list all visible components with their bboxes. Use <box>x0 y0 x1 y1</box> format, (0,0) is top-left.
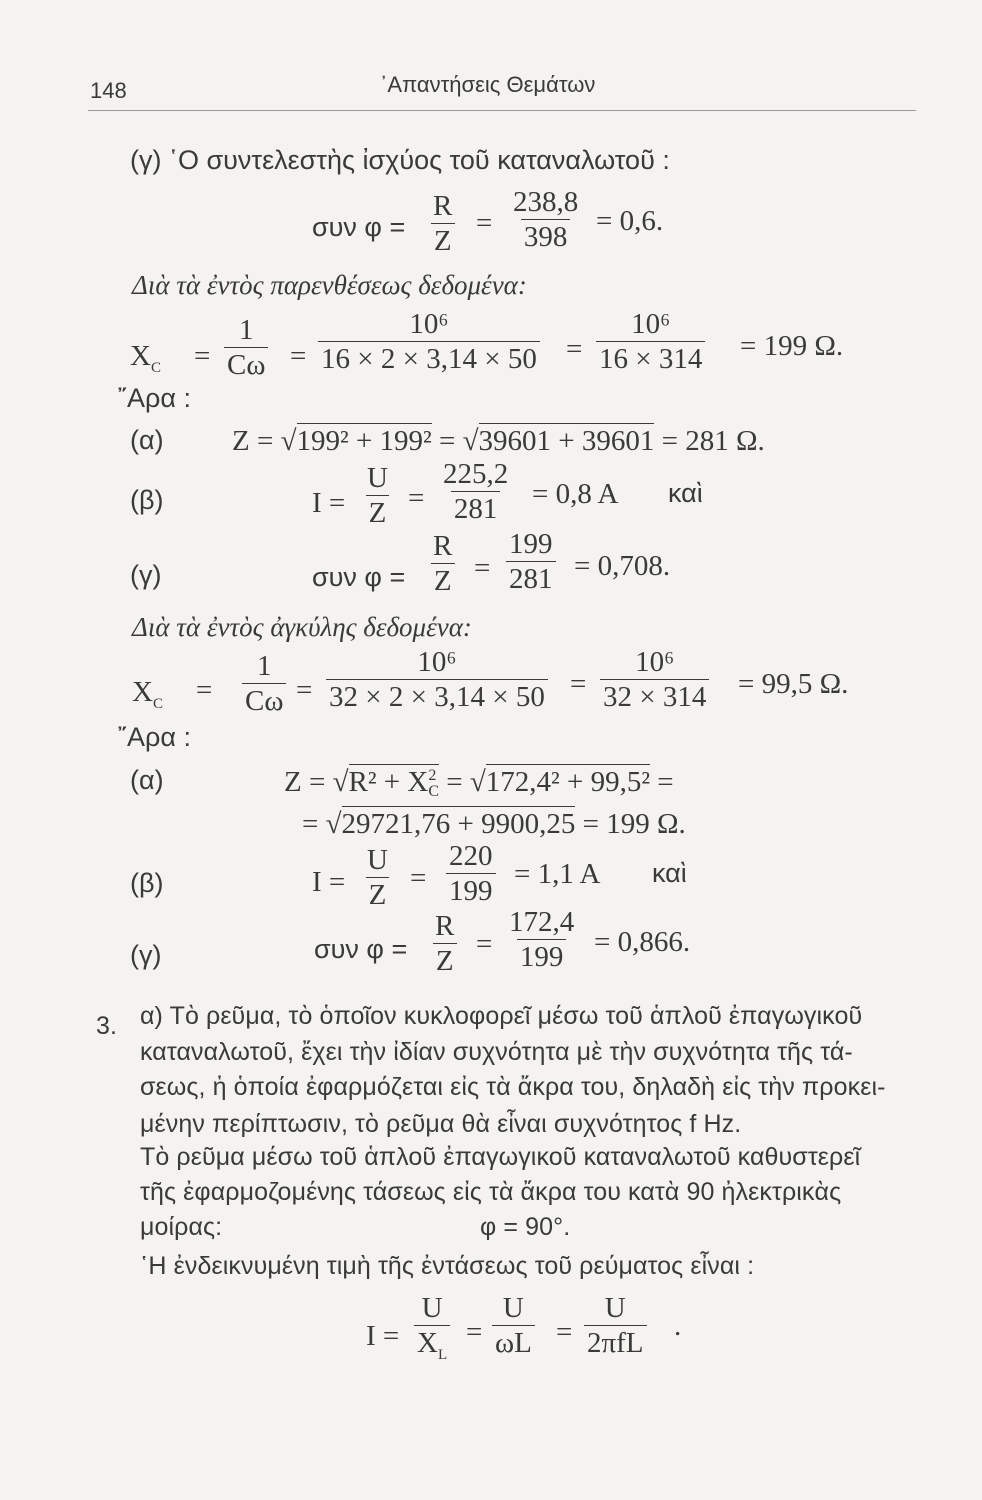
equals-sign: = <box>194 340 211 372</box>
item3-line3: σεως, ἡ ὁποία ἐφαρμόζεται εἰς τὰ ἄκρα του, δηλαδὴ εἰς τὴν προκει- <box>140 1073 886 1101</box>
s2-a-equation <box>284 766 674 800</box>
frac-denominator: Z <box>433 943 457 976</box>
equals-sign: = <box>196 674 213 706</box>
frac-denominator: 2πfL <box>584 1325 647 1358</box>
frac-numerator: U <box>367 844 388 876</box>
s2-xc-result: = 99,5 Ω. <box>738 668 849 700</box>
i-equals: I = <box>312 487 346 519</box>
equals-sign: = <box>570 668 587 700</box>
sqrt-symbol: √ <box>462 425 479 457</box>
header-rule <box>88 110 916 111</box>
s2-frac-current <box>446 842 496 906</box>
gamma1-frac-r-z <box>430 192 455 256</box>
frac-denominator: Cω <box>224 347 268 380</box>
item3-frac-u-xl <box>414 1294 450 1363</box>
s1-frac-r-z <box>430 532 455 596</box>
s1-a-label: (α) <box>130 425 164 455</box>
s2-b-label: (β) <box>130 868 164 898</box>
page-number: 148 <box>90 78 127 103</box>
frac-denominator <box>414 1325 450 1363</box>
subscript: C <box>428 783 440 801</box>
section2-heading: Διὰ τὰ ἐντὸς ἀγκύλης δεδομένα: <box>132 612 472 642</box>
s1-frac-full <box>318 310 540 374</box>
gamma1-label: (γ) ῾Ο συντελεστὴς ἰσχύος τοῦ καταναλωτοῦ : <box>130 145 670 175</box>
s1-a-equation <box>232 425 765 458</box>
equals-sign: = <box>410 862 427 894</box>
equals-sign: = <box>408 482 425 514</box>
equals-sign: = <box>476 928 493 960</box>
equals-sign: = <box>290 340 307 372</box>
section1-heading: Διὰ τὰ ἐντὸς παρενθέσεως δεδομένα: <box>132 270 527 300</box>
frac-denominator: 32 × 314 <box>600 679 709 712</box>
item3-line7: μοίρας: <box>140 1213 223 1241</box>
z-result: = 199 Ω. <box>582 808 686 840</box>
superscript: 2 <box>428 767 437 785</box>
s1-b-label: (β) <box>130 485 164 515</box>
frac-numerator: 10⁶ <box>409 308 449 340</box>
s1-xc-result: = 199 Ω. <box>740 330 844 362</box>
equals-sign: = <box>476 207 493 239</box>
cos-phi-lhs: συν φ = <box>312 562 406 592</box>
gamma1-result: = 0,6. <box>596 205 664 237</box>
s1-frac-1-cw <box>224 316 268 380</box>
period: . <box>674 1310 682 1342</box>
x-letter: X <box>417 1327 438 1359</box>
frac-numerator: 199 <box>509 528 553 560</box>
x-letter: X <box>130 340 151 372</box>
sqrt-symbol: √ <box>325 808 342 840</box>
s1-frac-cos <box>506 530 556 594</box>
running-title: ᾿Απαντήσεις Θεμάτων <box>380 72 596 97</box>
x-letter: X <box>132 676 153 708</box>
s1-g-label: (γ) <box>130 560 162 590</box>
equals-sign: = <box>466 1316 483 1348</box>
frac-denominator: 16 × 314 <box>596 341 705 374</box>
s2-a-equation-line2 <box>302 808 686 841</box>
frac-numerator: 10⁶ <box>631 308 671 340</box>
frac-numerator: 1 <box>256 650 272 682</box>
frac-numerator: R <box>433 530 453 562</box>
phi-90: φ = 90°. <box>480 1213 571 1241</box>
frac-denominator: Z <box>366 495 390 528</box>
s2-frac-1-cw <box>242 652 286 716</box>
item3-frac-u-wl <box>492 1294 535 1358</box>
s1-cos-result: = 0,708. <box>574 550 671 582</box>
frac-denominator: Z <box>431 223 455 256</box>
frac-denominator: 199 <box>446 873 496 906</box>
frac-denominator: Z <box>366 877 390 910</box>
s2-cos-result: = 0,866. <box>594 926 691 958</box>
ara-label: ῎Αρα : <box>118 383 191 413</box>
xc-scripts <box>428 768 439 800</box>
equals-sign: = <box>446 766 463 798</box>
item3-line5: Τὸ ρεῦμα μέσω τοῦ ἁπλοῦ ἐπαγωγικοῦ καταναλωτοῦ καθυστερεῖ <box>140 1143 861 1171</box>
frac-denominator: Z <box>431 563 455 596</box>
sqrt-symbol: √ <box>280 425 297 457</box>
radicand-text: R² + X <box>348 766 429 798</box>
z-equals: Z = <box>284 766 326 798</box>
kai-word: καὶ <box>652 858 687 888</box>
sqrt-symbol: √ <box>469 766 486 798</box>
frac-numerator: 172,4 <box>509 906 575 938</box>
z-result: = 281 Ω. <box>661 425 765 457</box>
s1-frac-short <box>596 310 705 374</box>
equals-sign: = <box>657 766 674 798</box>
equals-sign: = <box>439 425 456 457</box>
frac-denominator: 199 <box>517 939 567 972</box>
radicand: 199² + 199² <box>296 425 432 457</box>
item3-frac-u-2pifl <box>584 1294 647 1358</box>
c-subscript: C <box>152 695 163 712</box>
s1-frac-u-z <box>364 464 391 528</box>
equals-sign: = <box>556 1316 573 1348</box>
radicand: 29721,76 + 9900,25 <box>341 808 576 840</box>
frac-denominator: 32 × 2 × 3,14 × 50 <box>326 679 548 712</box>
i-equals: I = <box>312 866 346 898</box>
s2-frac-cos <box>506 908 577 972</box>
s2-frac-u-z <box>364 846 391 910</box>
item3-line8: ῾Η ἐνδεικνυμένη τιμὴ τῆς ἐντάσεως τοῦ ρεύματος εἶναι : <box>140 1252 755 1280</box>
item3-line4: μένην περίπτωσιν, τὸ ρεῦμα θὰ εἶναι συχνότητος f Hz. <box>140 1110 742 1138</box>
gamma1-lhs: συν φ = <box>312 212 406 242</box>
item3-line2: καταναλωτοῦ, ἔχει τὴν ἰδίαν συχνότητα μὲ τὴν συχνότητα τῆς τά- <box>140 1038 853 1066</box>
s1-current-result: = 0,8 A <box>532 478 619 510</box>
frac-numerator: R <box>435 910 455 942</box>
s2-a-label: (α) <box>130 765 164 795</box>
frac-numerator: R <box>433 190 453 222</box>
equals-sign: = <box>566 333 583 365</box>
gamma1-frac-values <box>510 188 581 252</box>
frac-denominator: 16 × 2 × 3,14 × 50 <box>318 341 540 374</box>
frac-numerator: 10⁶ <box>417 646 457 678</box>
xc-symbol <box>130 340 161 377</box>
item3-line1: α) Τὸ ρεῦμα, τὸ ὁποῖον κυκλοφορεῖ μέσω τοῦ ἁπλοῦ ἐπαγωγικοῦ <box>140 1002 863 1030</box>
s2-frac-r-z <box>432 912 457 976</box>
frac-numerator: 220 <box>449 840 493 872</box>
cos-phi-lhs: συν φ = <box>314 934 408 964</box>
frac-denominator: 281 <box>506 561 556 594</box>
frac-numerator: 1 <box>238 314 254 346</box>
item3-number: 3. <box>96 1012 118 1040</box>
frac-denominator: 398 <box>521 219 571 252</box>
s2-current-result: = 1,1 A <box>514 858 601 890</box>
frac-denominator: Cω <box>242 683 286 716</box>
frac-numerator: 238,8 <box>513 186 579 218</box>
frac-denominator: 281 <box>451 491 501 524</box>
radicand: 172,4² + 99,5² <box>485 766 651 798</box>
frac-denominator: ωL <box>492 1325 535 1358</box>
item3-line6: τῆς ἐφαρμοζομένης τάσεως εἰς τὰ ἄκρα του κατὰ 90 ἠλεκτρικὰς <box>140 1178 842 1206</box>
z-equals: Z = <box>232 425 274 457</box>
radicand: 39601 + 39601 <box>478 425 655 457</box>
frac-numerator: U <box>367 462 388 494</box>
c-subscript: C <box>150 359 161 376</box>
radicand <box>348 764 440 801</box>
s1-frac-current <box>440 460 511 524</box>
s2-g-label: (γ) <box>130 940 162 970</box>
equals-sign: = <box>296 674 313 706</box>
frac-numerator: U <box>502 1292 524 1324</box>
s2-frac-short <box>600 648 709 712</box>
frac-numerator: U <box>421 1292 443 1324</box>
equals-sign: = <box>302 808 319 840</box>
l-subscript: L <box>437 1346 448 1363</box>
kai-word: καὶ <box>668 478 703 508</box>
xc-symbol <box>132 676 163 713</box>
s2-frac-full <box>326 648 548 712</box>
i-equals: I = <box>366 1320 400 1352</box>
equals-sign: = <box>474 552 491 584</box>
frac-numerator: U <box>604 1292 626 1324</box>
ara-label: ῎Αρα : <box>118 722 191 752</box>
frac-numerator: 225,2 <box>443 458 509 490</box>
sqrt-symbol: √ <box>332 766 349 798</box>
frac-numerator: 10⁶ <box>635 646 675 678</box>
